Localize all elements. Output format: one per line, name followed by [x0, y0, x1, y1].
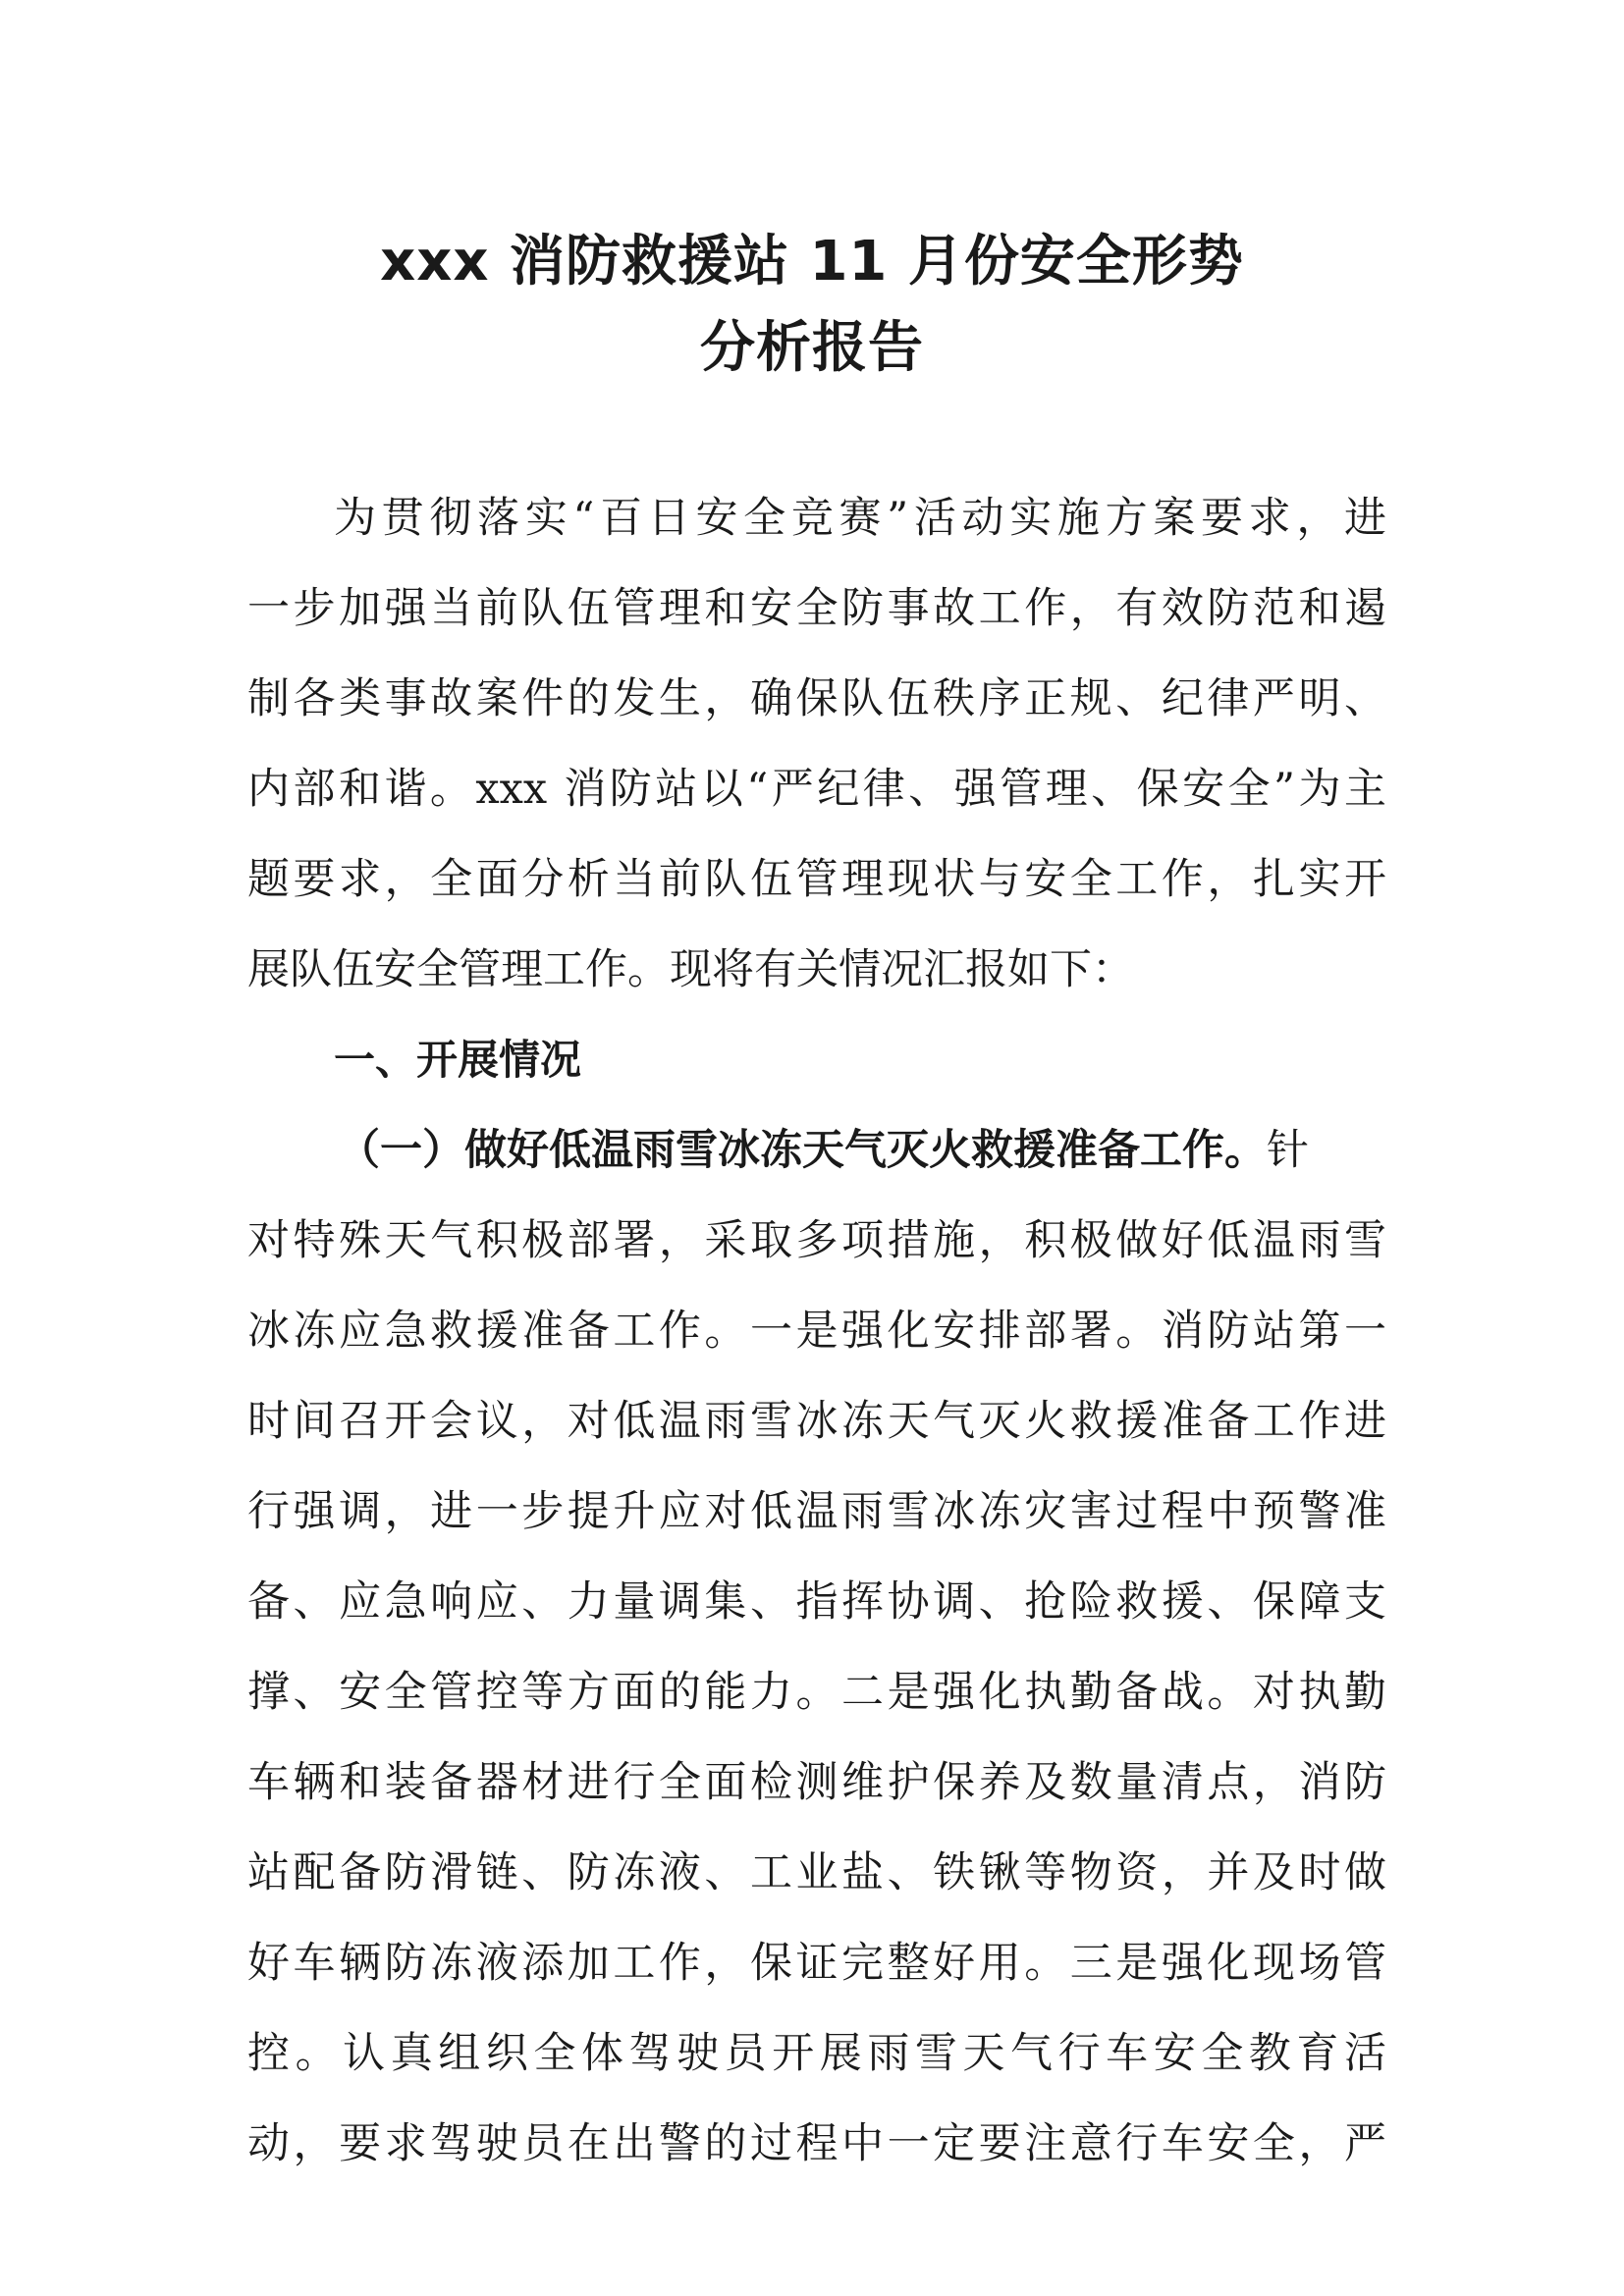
intro-line: 为贯彻落实“百日安全竞赛”活动实施方案要求，进: [334, 494, 1386, 543]
intro-line: 展队伍安全管理工作。现将有关情况汇报如下：: [247, 945, 1134, 994]
intro-line: 题要求，全面分析当前队伍管理现状与安全工作，扎实开: [247, 855, 1386, 904]
document-title-line-1: xxx 消防救援站 11 月份安全形势: [380, 230, 1244, 294]
body-line: 行强调，进一步提升应对低温雨雪冰冻灾害过程中预警准: [247, 1487, 1386, 1536]
subsection-heading-1: （一）做好低温雨雪冰冻天气灭火救援准备工作。: [338, 1126, 1267, 1175]
subsection-heading-line: [247, 1105, 1386, 1196]
intro-line: 一步加强当前队伍管理和安全防事故工作，有效防范和遏: [247, 584, 1386, 633]
intro-line: 内部和谐。xxx 消防站以“严纪律、强管理、保安全”为主: [247, 765, 1386, 814]
body-line: 冰冻应急救援准备工作。一是强化安排部署。消防站第一: [247, 1307, 1386, 1356]
subsection-heading-tail: 针: [1267, 1126, 1309, 1175]
body-line: 对特殊天气积极部署，采取多项措施，积极做好低温雨雪: [247, 1216, 1386, 1265]
body-line: 控。认真组织全体驾驶员开展雨雪天气行车安全教育活: [247, 2029, 1386, 2078]
body-line: 车辆和装备器材进行全面检测维护保养及数量清点，消防: [247, 1758, 1386, 1807]
intro-line: 制各类事故案件的发生，确保队伍秩序正规、纪律严明、: [247, 674, 1386, 723]
body-line: 撑、安全管控等方面的能力。二是强化执勤备战。对执勤: [247, 1668, 1386, 1717]
body-line: 备、应急响应、力量调集、指挥协调、抢险救援、保障支: [247, 1577, 1386, 1627]
section-heading-1: 一、开展情况: [334, 1036, 582, 1084]
body-line: 好车辆防冻液添加工作，保证完整好用。三是强化现场管: [247, 1939, 1386, 1988]
document-body: [247, 473, 1386, 2189]
document-title-line-2: 分析报告: [700, 316, 924, 380]
body-line: 站配备防滑链、防冻液、工业盐、铁锹等物资，并及时做: [247, 1848, 1386, 1897]
body-line: 时间召开会议，对低温雨雪冰冻天气灭火救援准备工作进: [247, 1397, 1386, 1446]
body-line: 动，要求驾驶员在出警的过程中一定要注意行车安全，严: [247, 2119, 1386, 2168]
